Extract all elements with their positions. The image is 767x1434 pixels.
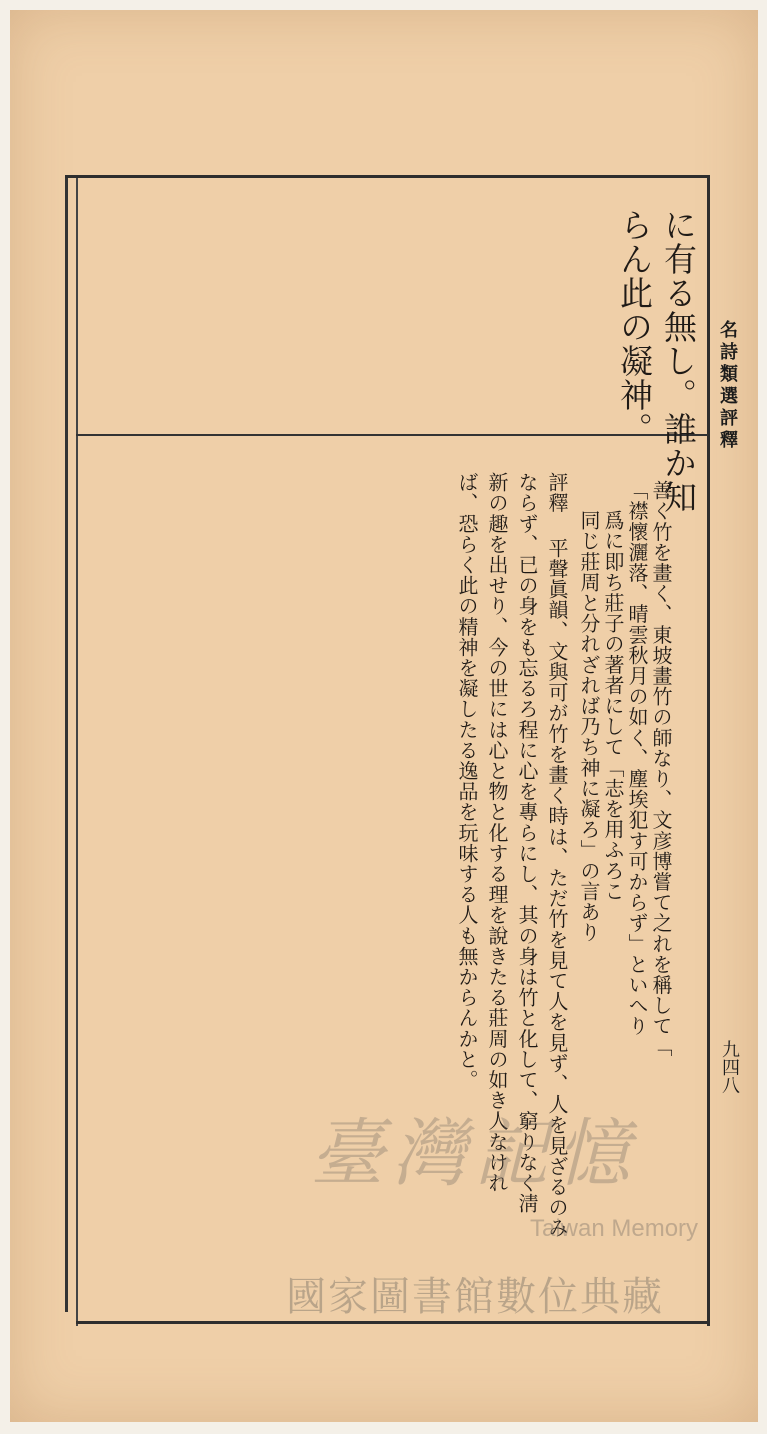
commentary-line-5: 評釋 平聲眞韻、文與可が竹を畫く時は、ただ竹を見て人を見ず、人を見ざるのみ [545, 472, 569, 1239]
commentary-line-7: 新の趣を出せり、今の世には心と物と化する理を說きたる莊周の如き人なけれ [485, 472, 509, 1193]
frame-top-border [65, 175, 710, 178]
commentary-line-4: 同じ莊周と分れざれば乃ち神に凝ろ」の言あり [577, 510, 601, 943]
commentary-line-1: 善く竹を畫く、東坡畫竹の師なり、文彦博嘗て之れを稱して「 [649, 480, 673, 1057]
poem-line-1: に有る無し。誰か知 [659, 208, 698, 514]
section-divider [76, 434, 708, 436]
page-number: 九四八 [719, 1040, 740, 1094]
document-page [10, 10, 758, 1422]
poem-line-2: らん此の凝神。 [615, 208, 654, 446]
commentary-line-3: 爲に即ち莊子の著者にして「志を用ふろこ [601, 510, 625, 902]
commentary-line-2: 「襟懷灑落、晴雲秋月の如く、塵埃犯す可からず」といへり [625, 480, 649, 1037]
frame-right-border [707, 178, 710, 1326]
book-title: 名詩類選評釋 [717, 320, 738, 452]
watermark-library: 國家圖書館數位典藏 [286, 1274, 664, 1320]
frame-inner-left-border [76, 178, 78, 1326]
watermark-logo: 臺灣記憶 [310, 1111, 638, 1197]
watermark-subtitle: Taiwan Memory [530, 1215, 699, 1242]
commentary-line-6: ならず、已の身をも忘るろ程に心を專らにし、其の身は竹と化して、窮りなく淸 [515, 472, 539, 1214]
commentary-line-8: ば、恐らく此の精神を凝したる逸品を玩味する人も無からんかと。 [455, 472, 479, 1090]
frame-left-border [65, 178, 68, 1312]
